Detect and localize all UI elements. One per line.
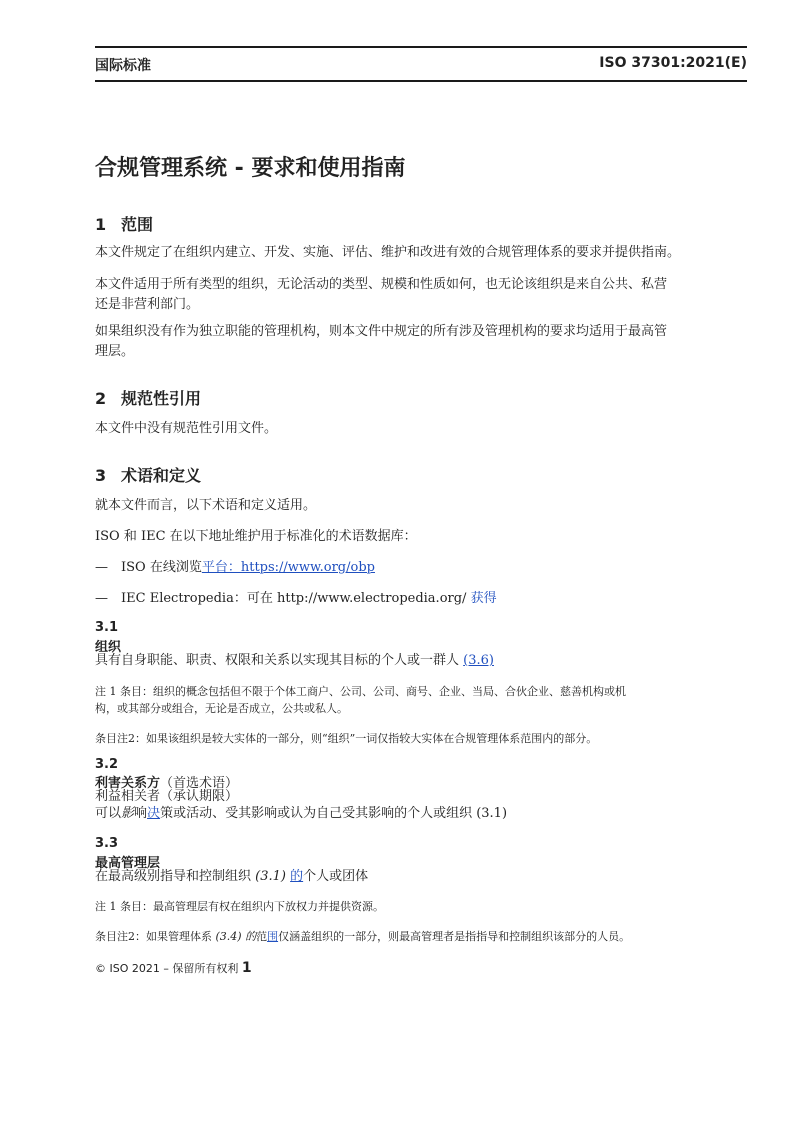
document-title: 合规管理系统 - 要求和使用指南: [95, 156, 406, 181]
iso-obp-text: ISO 在线浏览: [121, 560, 202, 575]
section-3-number: 3: [95, 466, 107, 485]
term-3-2-number: 3.2: [95, 757, 119, 772]
term-3-3-number: 3.3: [95, 836, 119, 851]
term-3-3-note-2-ref: (3.4): [215, 930, 242, 943]
section-1-para-2-line-2: 还是非营利部门。: [95, 297, 200, 312]
header-standard-type: 国际标准: [95, 58, 151, 74]
section-2-heading: [95, 386, 201, 409]
term-3-1-name: 组织: [95, 640, 122, 655]
section-3-para-1: 就本文件而言，以下术语和定义适用。: [95, 498, 317, 513]
term-3-3-note-2-part-f: 仅涵盖组织的一部分，则最高管理者是指指导和控制组织该部分的人员。: [278, 930, 631, 943]
iso-obp-link[interactable]: 平台：https://www.org/obp: [201, 560, 375, 575]
term-3-1-ref-link[interactable]: (3.6): [463, 653, 494, 668]
term-3-2-def-part-e: 策或活动、受其影响或认为自己受其影响的个人或组织 (3.1): [160, 806, 508, 821]
term-3-3-note-2: [95, 928, 751, 945]
section-1-para-3-line-1: 如果组织没有作为独立职能的管理机构，则本文件中规定的所有涉及管理机构的要求均适用于最高管: [95, 324, 668, 339]
header-bottom-rule: [95, 80, 747, 82]
section-1-para-1: 本文件规定了在组织内建立、开发、实施、评估、维护和改进有效的合规管理体系的要求并提供指南。: [95, 245, 681, 260]
term-3-1-definition: [95, 652, 494, 670]
section-2-para-1: 本文件中没有规范性引用文件。: [95, 421, 278, 436]
section-2-title: 规范性引用: [121, 389, 202, 408]
term-3-3-note-1: 注 1 条目：最高管理层有权在组织内下放权力并提供资源。: [95, 900, 384, 913]
section-3-title: 术语和定义: [121, 466, 202, 485]
term-3-2-def-part-b: 影: [121, 806, 135, 821]
term-3-2-def-link[interactable]: 决: [147, 806, 161, 821]
section-1-title: 范围: [121, 215, 154, 234]
copyright-text: © ISO 2021 – 保留所有权利: [95, 962, 239, 975]
term-3-3-note-2-link[interactable]: 围: [267, 930, 279, 943]
header-top-rule: [95, 46, 747, 48]
term-3-2-preferred-term: 利害关系方: [95, 776, 161, 791]
section-2-number: 2: [95, 389, 107, 408]
term-3-3-note-2-part-a: 条目注2：如果管理体系: [95, 930, 216, 943]
section-1-para-2-line-1: 本文件适用于所有类型的组织，无论活动的类型、规模和性质如何，也无论该组织是来自公共、私营: [95, 277, 668, 292]
page-number: 1: [241, 960, 252, 976]
term-3-1-note-1-line-2: 构，或其部分或组合，无论是否成立，公共或私人。: [95, 702, 348, 715]
term-3-3-name: 最高管理层: [95, 856, 161, 871]
term-3-2-def-part-c: 响: [134, 806, 148, 821]
bullet-dash: —: [95, 560, 108, 575]
term-3-3-def-part-a: 在最高级别指导和控制组织: [95, 869, 256, 884]
term-3-2-definition: [95, 805, 507, 823]
page-footer: [95, 960, 252, 976]
term-3-1-number: 3.1: [95, 620, 119, 635]
term-3-3-def-ref: (3.1): [255, 869, 286, 884]
iec-electropedia-text: IEC Electropedia：可在 http://www.electropedia.org/: [121, 591, 467, 606]
header-standard-number: ISO 37301:2021(E): [599, 55, 747, 71]
term-3-3-def-part-e: 个人或团体: [303, 869, 369, 884]
iec-electropedia-link[interactable]: 获得: [470, 591, 497, 606]
term-3-1-note-2: 条目注2：如果该组织是较大实体的一部分，则“组织”一词仅指较大实体在合规管理体系范围内的部分。: [95, 732, 598, 745]
section-1-heading: [95, 212, 153, 235]
term-3-3-def-link[interactable]: 的: [290, 869, 304, 884]
section-1-number: 1: [95, 215, 107, 234]
section-3-para-2: ISO 和 IEC 在以下地址维护用于标准化的术语数据库：: [95, 529, 417, 544]
term-database-item-iec: [95, 589, 755, 609]
term-3-3-note-2-part-d: 范: [256, 930, 268, 943]
term-3-3-definition: [95, 868, 368, 886]
section-1-para-3-line-2: 理层。: [95, 344, 135, 359]
term-3-1-definition-text: 具有自身职能、职责、权限和关系以实现其目标的个人或一群人: [95, 653, 460, 668]
term-3-2-preferred-label: （首选术语）: [160, 776, 239, 791]
term-3-1-note-1: [95, 683, 751, 717]
term-3-3-note-2-part-c: 的: [241, 930, 257, 943]
bullet-dash: —: [95, 591, 108, 606]
section-1-para-3: [95, 322, 755, 362]
section-1-para-2: [95, 275, 755, 315]
term-3-1-note-1-line-1: 注 1 条目：组织的概念包括但不限于个体工商户、公司、公司、商号、企业、当局、合伙企业、慈善机构或机: [95, 685, 626, 698]
term-database-item-iso: [95, 558, 755, 578]
term-3-2-admitted-name: 利益相关者（承认期限）: [95, 789, 239, 804]
section-3-heading: [95, 463, 201, 486]
term-3-2-def-part-a: 可以: [95, 806, 122, 821]
